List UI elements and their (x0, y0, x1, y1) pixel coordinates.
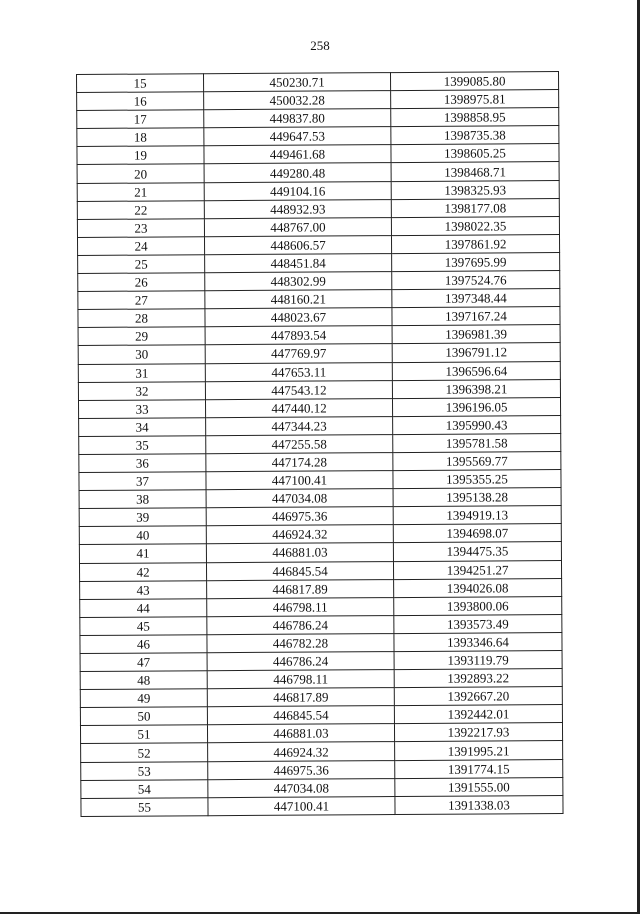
y-coordinate-cell: 1397348.44 (392, 289, 560, 308)
x-coordinate-cell: 447034.08 (208, 778, 395, 797)
table-row (80, 578, 562, 599)
table-row (78, 379, 560, 400)
y-coordinate-cell: 1392442.01 (394, 705, 562, 724)
x-coordinate-cell: 446786.24 (207, 615, 394, 634)
point-number-cell: 19 (77, 146, 204, 165)
y-coordinate-cell: 1398325.93 (391, 180, 559, 199)
point-number-cell: 49 (80, 689, 207, 708)
point-number-cell: 20 (77, 164, 204, 183)
y-coordinate-cell: 1397167.24 (392, 307, 560, 326)
table-row (77, 72, 559, 93)
x-coordinate-cell: 446845.54 (207, 706, 394, 725)
point-number-cell: 18 (77, 128, 204, 147)
point-number-cell: 29 (78, 327, 205, 346)
table-row (80, 669, 562, 690)
point-number-cell: 41 (79, 544, 206, 563)
y-coordinate-cell: 1393573.49 (394, 614, 562, 633)
y-coordinate-cell: 1394698.07 (393, 524, 561, 543)
point-number-cell: 47 (80, 653, 207, 672)
point-number-cell: 27 (78, 291, 205, 310)
x-coordinate-cell: 448606.57 (204, 235, 391, 254)
x-coordinate-cell: 448160.21 (205, 290, 392, 309)
table-row (80, 705, 562, 726)
x-coordinate-cell: 449461.68 (204, 145, 391, 164)
point-number-cell: 32 (78, 381, 205, 400)
y-coordinate-cell: 1396791.12 (392, 343, 560, 362)
point-number-cell: 43 (80, 580, 207, 599)
point-number-cell: 40 (79, 526, 206, 545)
point-number-cell: 23 (77, 218, 204, 237)
y-coordinate-cell: 1396196.05 (392, 397, 560, 416)
point-number-cell: 31 (78, 363, 205, 382)
table-row (81, 777, 563, 798)
point-number-cell: 45 (80, 617, 207, 636)
point-number-cell: 44 (80, 598, 207, 617)
point-number-cell: 35 (79, 436, 206, 455)
y-coordinate-cell: 1394026.08 (394, 578, 562, 597)
table-row (78, 361, 560, 382)
point-number-cell: 24 (77, 237, 204, 256)
table-row (78, 343, 560, 364)
table-row (78, 397, 560, 418)
y-coordinate-cell: 1396596.64 (392, 361, 560, 380)
point-number-cell: 38 (79, 490, 206, 509)
y-coordinate-cell: 1392667.20 (394, 687, 562, 706)
y-coordinate-cell: 1394919.13 (393, 506, 561, 525)
point-number-cell: 30 (78, 345, 205, 364)
x-coordinate-cell: 448023.67 (205, 308, 392, 327)
x-coordinate-cell: 446975.36 (208, 760, 395, 779)
point-number-cell: 26 (78, 273, 205, 292)
x-coordinate-cell: 449280.48 (204, 163, 391, 182)
table-row (78, 325, 560, 346)
point-number-cell: 39 (79, 508, 206, 527)
coordinate-table (76, 71, 564, 817)
table-row (77, 162, 559, 183)
x-coordinate-cell: 446845.54 (206, 561, 393, 580)
x-coordinate-cell: 448451.84 (205, 254, 392, 273)
y-coordinate-cell: 1397524.76 (392, 271, 560, 290)
table-row (79, 433, 561, 454)
y-coordinate-cell: 1394251.27 (393, 560, 561, 579)
table-row (77, 108, 559, 129)
y-coordinate-cell: 1395355.25 (393, 470, 561, 489)
y-coordinate-cell: 1395781.58 (393, 433, 561, 452)
table-row (80, 596, 562, 617)
y-coordinate-cell: 1399085.80 (390, 72, 558, 91)
point-number-cell: 37 (79, 472, 206, 491)
point-number-cell: 25 (78, 255, 205, 274)
point-number-cell: 33 (78, 399, 205, 418)
x-coordinate-cell: 447769.97 (205, 344, 392, 363)
point-number-cell: 34 (79, 417, 206, 436)
x-coordinate-cell: 447543.12 (205, 380, 392, 399)
x-coordinate-cell: 447440.12 (205, 398, 392, 417)
y-coordinate-cell: 1394475.35 (393, 542, 561, 561)
y-coordinate-cell: 1398468.71 (391, 162, 559, 181)
y-coordinate-cell: 1396981.39 (392, 325, 560, 344)
table-row (80, 632, 562, 653)
y-coordinate-cell: 1398605.25 (391, 144, 559, 163)
table-row (79, 488, 561, 509)
x-coordinate-cell: 448932.93 (204, 199, 391, 218)
y-coordinate-cell: 1392217.93 (394, 723, 562, 742)
table-row (79, 542, 561, 563)
x-coordinate-cell: 446786.24 (207, 652, 394, 671)
y-coordinate-cell: 1391774.15 (395, 759, 563, 778)
point-number-cell: 22 (77, 200, 204, 219)
table-row (77, 198, 559, 219)
table-row (81, 741, 563, 762)
point-number-cell: 52 (81, 743, 208, 762)
table-row (79, 506, 561, 527)
table-row (77, 144, 559, 165)
y-coordinate-cell: 1398177.08 (391, 198, 559, 217)
y-coordinate-cell: 1395990.43 (393, 415, 561, 434)
y-coordinate-cell: 1398022.35 (391, 216, 559, 235)
x-coordinate-cell: 446782.28 (207, 633, 394, 652)
x-coordinate-cell: 446817.89 (207, 579, 394, 598)
y-coordinate-cell: 1391555.00 (395, 777, 563, 796)
point-number-cell: 51 (80, 725, 207, 744)
table-row (77, 90, 559, 111)
point-number-cell: 28 (78, 309, 205, 328)
point-number-cell: 54 (81, 779, 208, 798)
y-coordinate-cell: 1393800.06 (394, 596, 562, 615)
y-coordinate-cell: 1393119.79 (394, 651, 562, 670)
x-coordinate-cell: 446798.11 (207, 670, 394, 689)
point-number-cell: 15 (77, 74, 204, 93)
x-coordinate-cell: 449104.16 (204, 181, 391, 200)
x-coordinate-cell: 450032.28 (204, 91, 391, 110)
x-coordinate-cell: 447653.11 (205, 362, 392, 381)
x-coordinate-cell: 450230.71 (204, 73, 391, 92)
y-coordinate-cell: 1392893.22 (394, 669, 562, 688)
table-row (80, 687, 562, 708)
x-coordinate-cell: 448302.99 (205, 272, 392, 291)
point-number-cell: 50 (80, 707, 207, 726)
table-row (79, 560, 561, 581)
x-coordinate-cell: 446975.36 (206, 507, 393, 526)
table-row (77, 126, 559, 147)
table-row (78, 271, 560, 292)
point-number-cell: 46 (80, 635, 207, 654)
point-number-cell: 16 (77, 92, 204, 111)
x-coordinate-cell: 446817.89 (207, 688, 394, 707)
y-coordinate-cell: 1398975.81 (391, 90, 559, 109)
y-coordinate-cell: 1395569.77 (393, 452, 561, 471)
x-coordinate-cell: 447893.54 (205, 326, 392, 345)
table-row (77, 180, 559, 201)
table-row (80, 614, 562, 635)
table-row (78, 307, 560, 328)
table-row (79, 415, 561, 436)
point-number-cell: 36 (79, 454, 206, 473)
x-coordinate-cell: 447100.41 (208, 796, 395, 815)
table-row (77, 234, 559, 255)
y-coordinate-cell: 1391995.21 (395, 741, 563, 760)
y-coordinate-cell: 1397861.92 (391, 234, 559, 253)
point-number-cell: 53 (81, 761, 208, 780)
table-row (79, 452, 561, 473)
x-coordinate-cell: 449647.53 (204, 127, 391, 146)
x-coordinate-cell: 446881.03 (206, 543, 393, 562)
x-coordinate-cell: 446924.32 (208, 742, 395, 761)
table-row (79, 470, 561, 491)
table-row (77, 216, 559, 237)
x-coordinate-cell: 448767.00 (204, 217, 391, 236)
x-coordinate-cell: 447174.28 (206, 453, 393, 472)
x-coordinate-cell: 449837.80 (204, 109, 391, 128)
x-coordinate-cell: 447034.08 (206, 489, 393, 508)
y-coordinate-cell: 1393346.64 (394, 632, 562, 651)
point-number-cell: 48 (80, 671, 207, 690)
point-number-cell: 21 (77, 182, 204, 201)
table-row (81, 759, 563, 780)
point-number-cell: 55 (81, 797, 208, 816)
y-coordinate-cell: 1398735.38 (391, 126, 559, 145)
x-coordinate-cell: 447344.23 (206, 416, 393, 435)
x-coordinate-cell: 447255.58 (206, 434, 393, 453)
point-number-cell: 17 (77, 110, 204, 129)
x-coordinate-cell: 446924.32 (206, 525, 393, 544)
point-number-cell: 42 (79, 562, 206, 581)
table-row (78, 252, 560, 273)
y-coordinate-cell: 1391338.03 (395, 795, 563, 814)
x-coordinate-cell: 446881.03 (207, 724, 394, 743)
table-row (81, 795, 563, 816)
table-row (80, 723, 562, 744)
coordinate-table-body (77, 72, 564, 817)
x-coordinate-cell: 447100.41 (206, 471, 393, 490)
y-coordinate-cell: 1397695.99 (392, 252, 560, 271)
page-number: 258 (310, 38, 330, 53)
x-coordinate-cell: 446798.11 (207, 597, 394, 616)
y-coordinate-cell: 1396398.21 (392, 379, 560, 398)
y-coordinate-cell: 1398858.95 (391, 108, 559, 127)
table-row (80, 651, 562, 672)
table-row (78, 289, 560, 310)
table-row (79, 524, 561, 545)
y-coordinate-cell: 1395138.28 (393, 488, 561, 507)
